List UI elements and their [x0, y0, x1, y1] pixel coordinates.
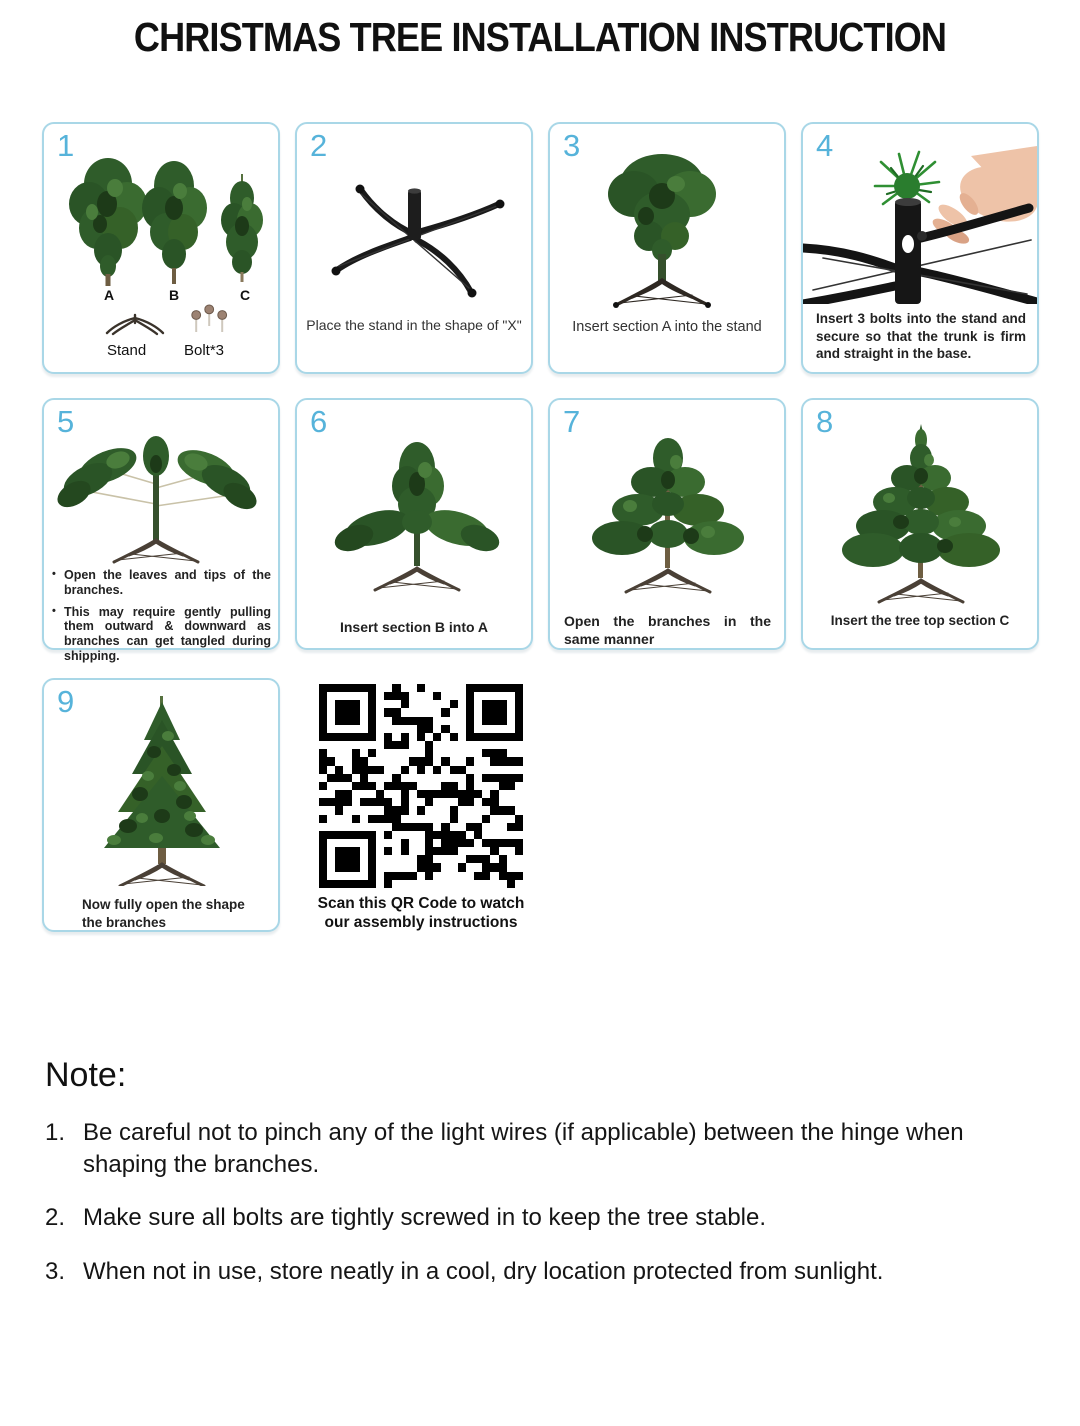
step-caption: • Open the leaves and tips of the branches. • This may require gently pulling them outward & downward as branches can get tangled during shipping.: [52, 568, 271, 663]
step-number: 4: [816, 128, 834, 163]
step-caption: Insert section B into A: [339, 619, 489, 635]
qr-code: [319, 684, 523, 888]
step-card-3: [548, 122, 786, 374]
step-caption: Insert 3 bolts into the stand and secure so that the trunk is firm and straight in the base.: [816, 311, 1026, 362]
step-number: 8: [816, 404, 834, 439]
section-b-into-a-image: [297, 428, 531, 598]
step-card-8: [801, 398, 1039, 650]
note-number: 3.: [45, 1258, 66, 1286]
bullet-icon: •: [52, 604, 56, 617]
bolts-label: Bolt*3: [184, 342, 225, 359]
qr-caption: Scan this QR Code to watch our assembly instructions: [317, 895, 525, 932]
note-number: 1.: [45, 1119, 66, 1146]
section-b-label: B: [169, 287, 180, 303]
note-text: Be careful not to pinch any of the light wires (if applicable) between the hinge when shaping the branches.: [83, 1119, 964, 1178]
step-number: 2: [310, 128, 328, 163]
bullet-icon: •: [52, 568, 56, 580]
section-c-label: C: [240, 287, 251, 303]
tree-sections-image: [44, 146, 278, 302]
step-caption: Open the branches in the same manner: [564, 613, 771, 648]
notes-section: [45, 1056, 1035, 1310]
step-card-9: [42, 678, 280, 932]
stand-label: Stand: [107, 342, 147, 359]
note-text: When not in use, store neatly in a cool, dry location protected from sunlight.: [83, 1258, 884, 1286]
section-a-in-stand-image: [550, 142, 784, 310]
step-number: 7: [563, 404, 581, 439]
step-card-1: [42, 122, 280, 374]
bolt-tightening-image: [803, 142, 1037, 304]
finished-tree-image: [44, 690, 278, 886]
step-card-2: [295, 122, 533, 374]
step-caption: Insert the tree top section C: [830, 613, 1010, 628]
step-number: 5: [57, 404, 75, 439]
stand-icon: [104, 312, 166, 340]
qr-block: [313, 684, 529, 933]
section-a-label: A: [104, 287, 115, 303]
treetop-section-image: [803, 414, 1037, 604]
note-number: 2.: [45, 1204, 66, 1232]
notes-heading: Note:: [45, 1056, 127, 1094]
step-card-4: [801, 122, 1039, 374]
step-caption: Now fully open the shape the branches: [82, 897, 245, 930]
note-item: [45, 1202, 1035, 1234]
note-text: Make sure all bolts are tightly screwed in to keep the tree stable.: [83, 1204, 767, 1232]
note-item: [45, 1256, 1035, 1288]
step-card-7: [548, 398, 786, 650]
open-branches-image: [550, 422, 784, 602]
step-number: 1: [57, 128, 75, 163]
step-card-5: [42, 398, 280, 663]
step-caption: Insert section A into the stand: [572, 319, 762, 335]
step-number: 6: [310, 404, 328, 439]
step-card-6: [295, 398, 533, 650]
step-number: 9: [57, 684, 75, 719]
step-caption: Place the stand in the shape of "X": [306, 317, 522, 333]
opened-branches-image: [44, 426, 278, 566]
note-item: [45, 1117, 1035, 1180]
tree-stand-image: [297, 152, 531, 302]
bolts-icon: [186, 304, 232, 340]
page-title: CHRISTMAS TREE INSTALLATION INSTRUCTION: [133, 14, 947, 60]
step-number: 3: [563, 128, 581, 163]
